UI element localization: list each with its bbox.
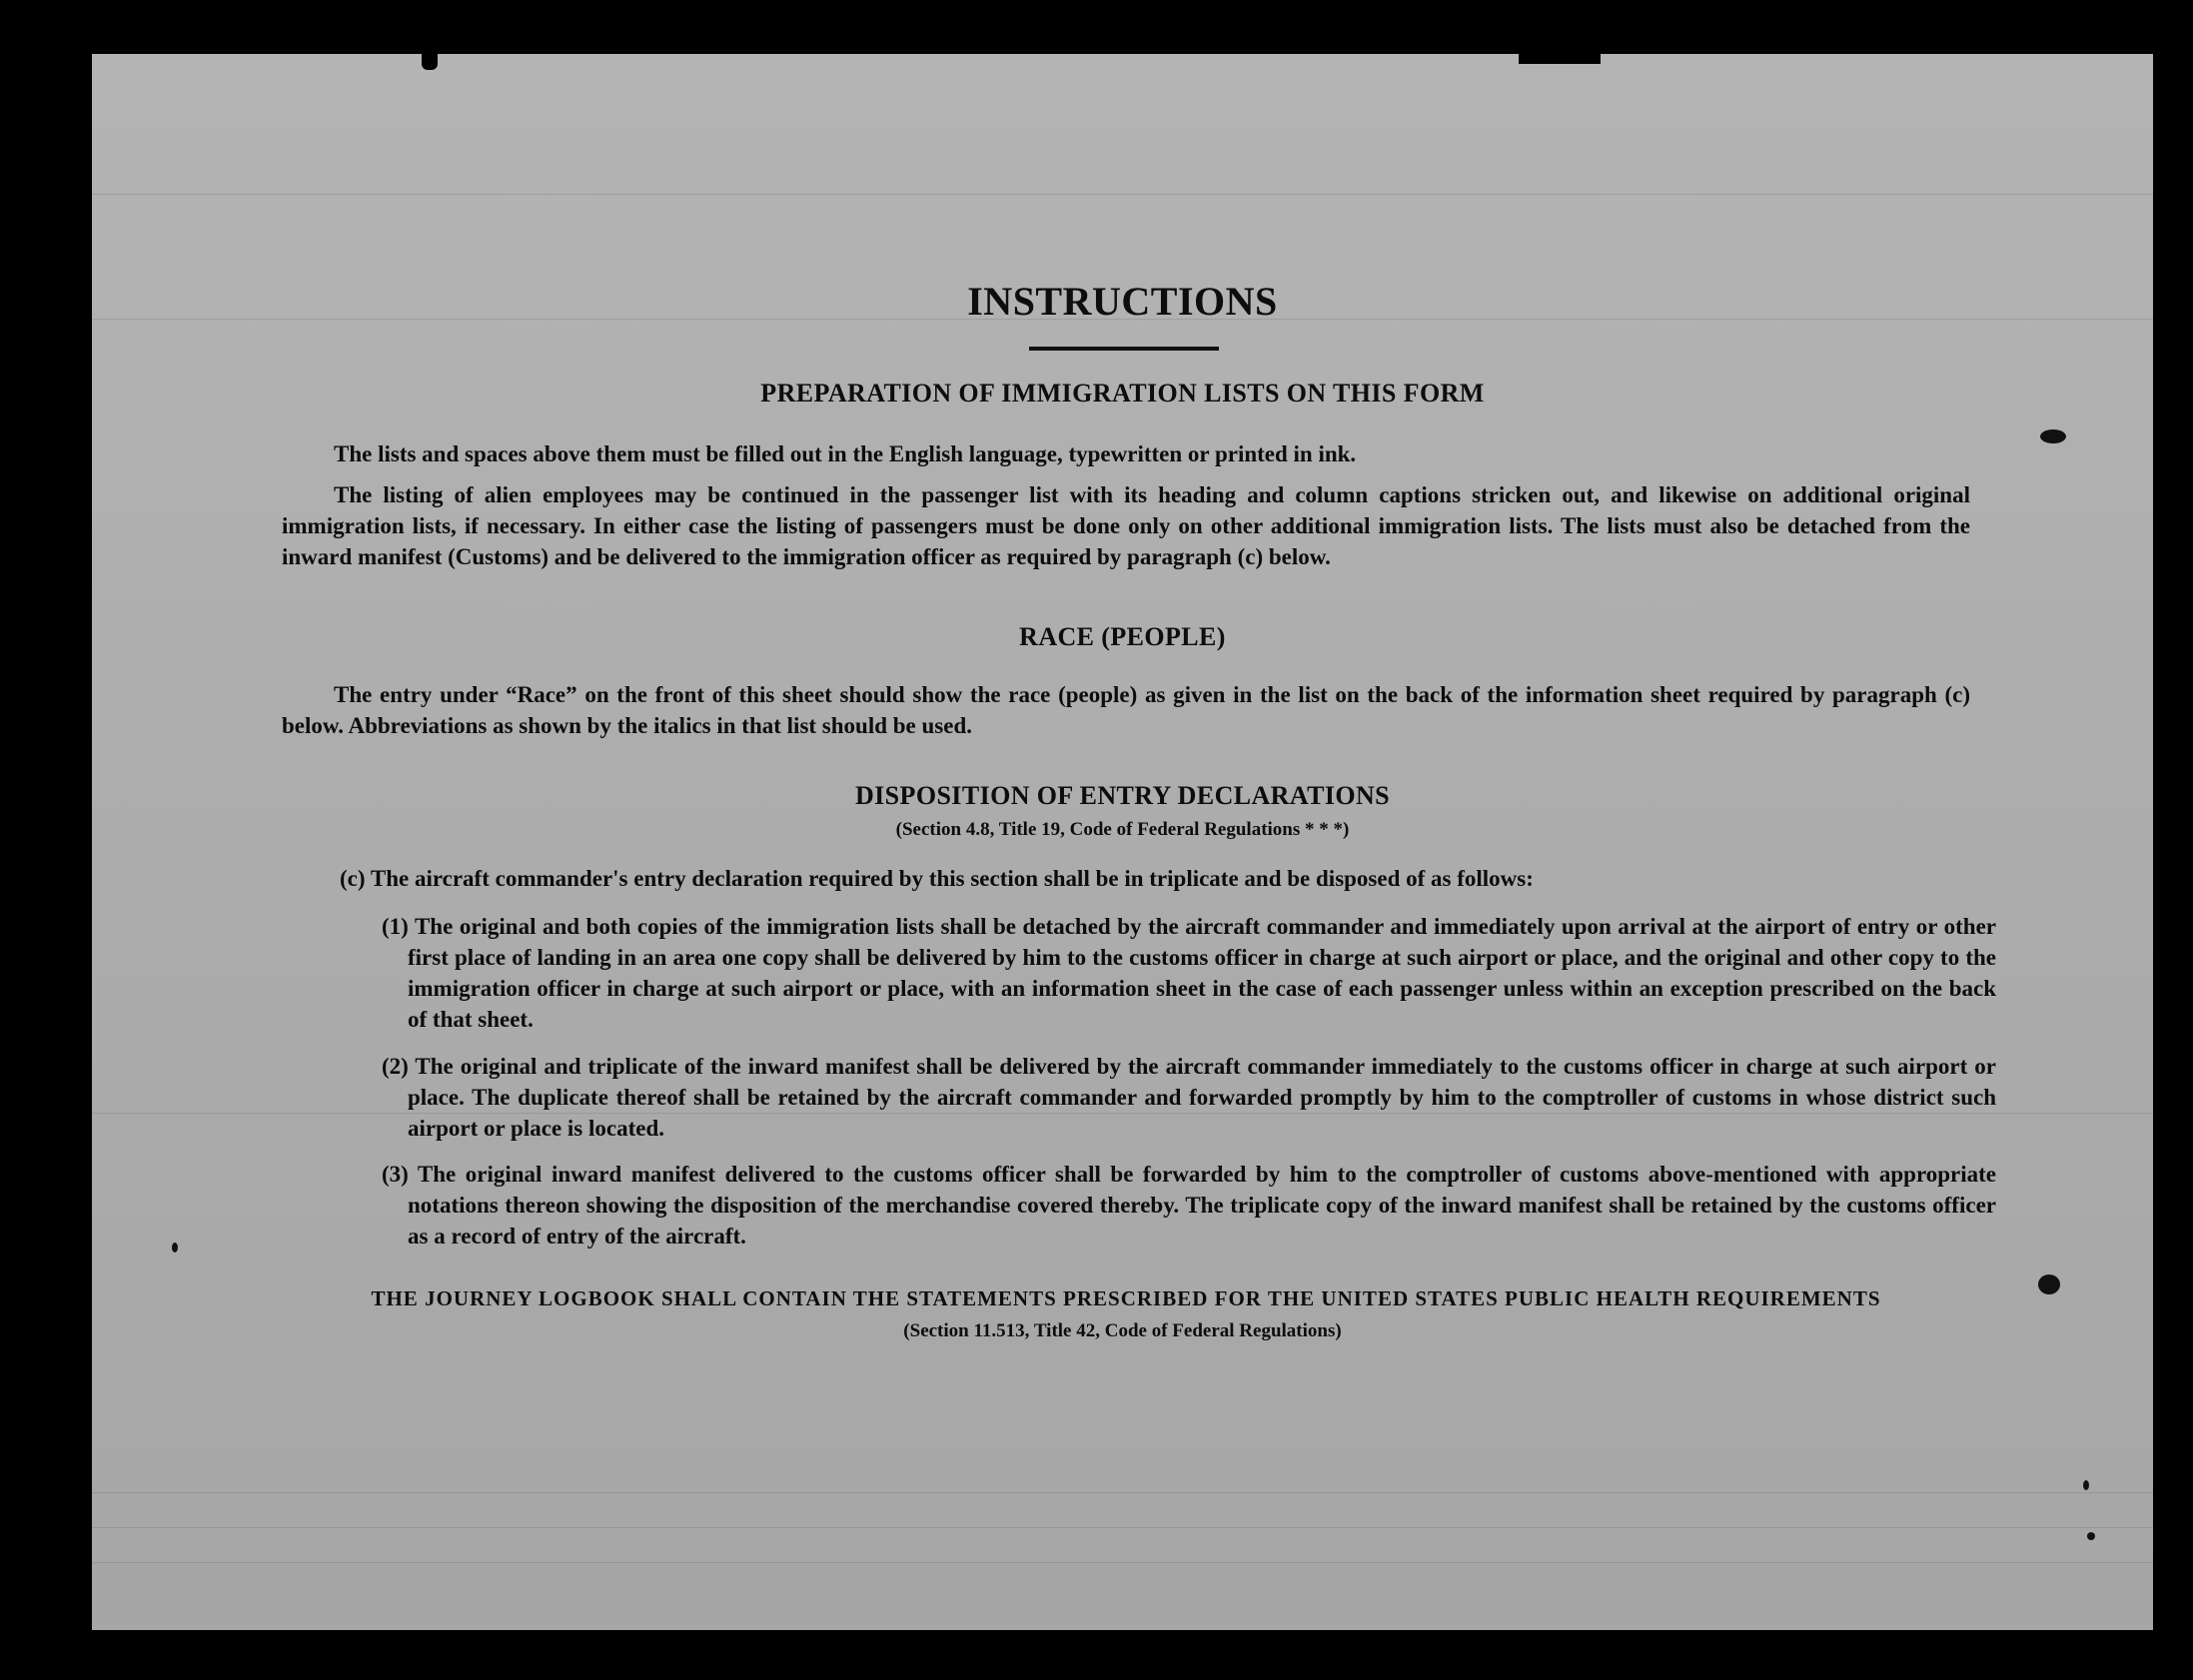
ruled-line — [92, 1492, 2153, 1493]
document-sheet — [92, 54, 2153, 1630]
footer-reference: (Section 11.513, Title 42, Code of Federal Regulations) — [903, 1320, 1342, 1341]
race-heading: RACE (PEOPLE) — [1019, 622, 1226, 651]
ink-speck — [2083, 1480, 2089, 1490]
preparation-paragraph-2: The listing of alien employees may be continued in the passenger list with its heading and column captions stricken out, and likewise on additional original immigration lists, if necessary. In either case the listing of passengers must be done only on other additional immigration lists. The lists must also be detached from the inward manifest (Customs) and be delivered to the immigration officer as required by paragraph (c) below. — [282, 482, 1970, 569]
ruled-line — [92, 1562, 2153, 1563]
preparation-paragraph-1: The lists and spaces above them must be filled out in the English language, typewritten or printed in ink. — [334, 441, 1357, 466]
footer-statement: THE JOURNEY LOGBOOK SHALL CONTAIN THE STATEMENTS PRESCRIBED FOR THE UNITED STATES PUBLIC HEALTH REQUIREMENTS — [371, 1286, 1881, 1310]
page-title: INSTRUCTIONS — [967, 279, 1278, 324]
ink-speck — [2040, 429, 2066, 443]
ink-speck — [172, 1243, 178, 1253]
race-paragraph: The entry under “Race” on the front of this sheet should show the race (people) as given in the list on the back of the information sheet required by paragraph (c) below. Abbreviations as shown by the italics in that list should be used. — [282, 682, 1970, 738]
ruled-line — [92, 1527, 2153, 1528]
ruled-line — [92, 194, 2153, 195]
disposition-heading: DISPOSITION OF ENTRY DECLARATIONS — [854, 781, 1391, 810]
edge-tear — [422, 54, 438, 70]
ink-speck — [2087, 1532, 2095, 1540]
disposition-item-2: (2) The original and triplicate of the inward manifest shall be delivered by the aircraft commander immediately to the customs officer in charge at such airport or place. The duplicate thereof shall be retained by the aircraft commander and forwarded promptly by him to the comptroller of customs in whose district such airport or place is located. — [382, 1054, 1996, 1141]
preparation-heading: PREPARATION OF IMMIGRATION LISTS ON THIS FORM — [760, 379, 1485, 408]
disposition-item-1: (1) The original and both copies of the immigration lists shall be detached by the aircraft commander and immediately upon arrival at the airport of entry or other first place of landing in an area one copy shall be delivered by him to the customs officer in charge at such airport or place, and the original and other copy to the immigration officer in charge at such airport or place, with an information sheet in the case of each passenger unless within an exception prescribed on the back of that sheet. — [382, 914, 1996, 1032]
disposition-item-3: (3) The original inward manifest delivered to the customs officer shall be forwarded by him to the comptroller of customs above-mentioned with appropriate notations thereon showing the disposition of the merchandise covered thereby. The triplicate copy of the inward manifest shall be retained by the customs officer as a record of entry of the aircraft. — [382, 1162, 1996, 1249]
disposition-intro: (c) The aircraft commander's entry declaration required by this section shall be in triplicate and be disposed of as follows: — [340, 866, 1534, 891]
edge-tear — [1519, 54, 1601, 64]
title-underline — [1029, 347, 1219, 351]
ink-speck — [2038, 1274, 2060, 1294]
disposition-reference: (Section 4.8, Title 19, Code of Federal Regulations * * *) — [895, 819, 1350, 840]
